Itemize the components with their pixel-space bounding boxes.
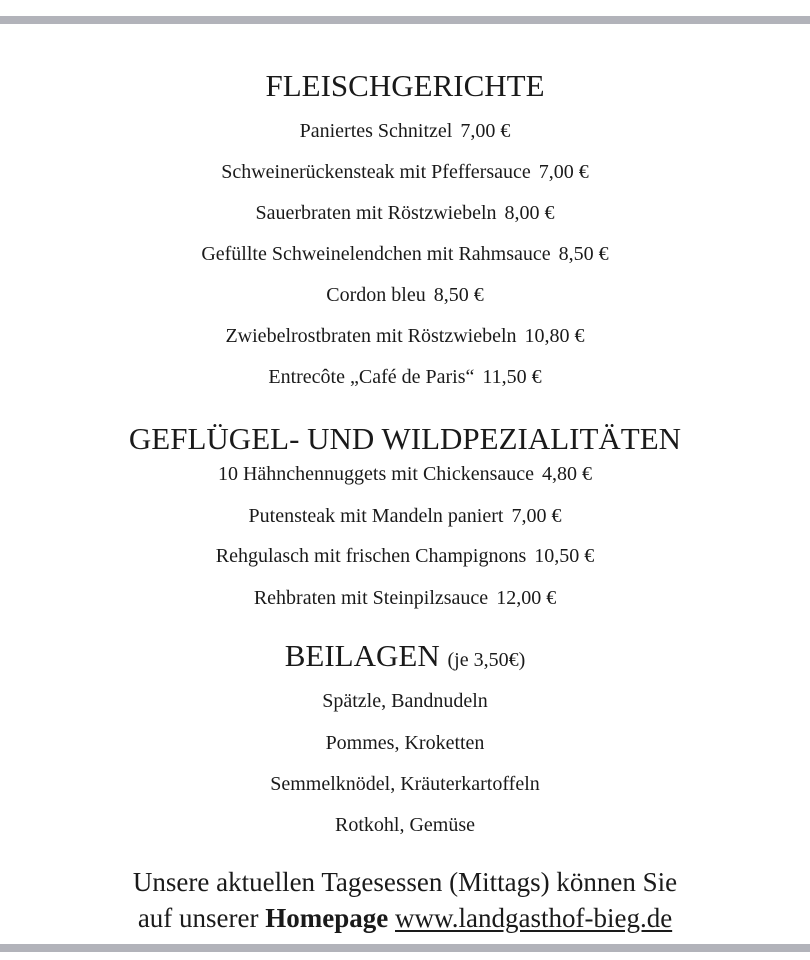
section-title-fleischgerichte: FLEISCHGERICHTE [265,68,545,103]
side-dish-item: Pommes, Kroketten [325,732,485,754]
item-name: Rehbraten mit Steinpilzsauce [253,587,489,609]
menu-item [0,200,810,226]
item-name: Zwiebelrostbraten mit Röstzwiebeln [225,325,517,347]
menu-item [0,241,810,267]
menu-item [0,159,810,185]
item-price: 7,00 € [538,161,589,183]
footer-line-1: Unsere aktuellen Tagesessen (Mittags) können Sie [132,867,678,897]
section-title-gefluegel: GEFLÜGEL- UND WILDPEZIALITÄTEN [128,421,682,456]
menu-item [0,323,810,349]
side-dish-item: Semmelknödel, Kräuterkartoffeln [270,773,540,795]
bottom-border [0,944,810,952]
item-name: Rehgulasch mit frischen Champignons [215,545,527,567]
top-border [0,16,810,24]
footer-prefix: auf unserer [137,903,259,933]
beilagen-price-note: (je 3,50€) [447,649,526,671]
homepage-label: Homepage [265,903,389,933]
menu-item [0,118,810,144]
menu-item [0,364,810,390]
item-price: 7,00 € [511,505,562,527]
menu-item [0,585,810,611]
item-name: Cordon bleu [326,284,426,306]
item-name: Putensteak mit Mandeln paniert [248,505,504,527]
section-title-beilagen [0,638,810,678]
item-price: 11,50 € [482,366,542,388]
menu-item [0,503,810,529]
item-price: 10,50 € [534,545,595,567]
item-price: 8,50 € [433,284,484,306]
item-price: 12,00 € [496,587,557,609]
item-price: 10,80 € [524,325,585,347]
beilagen-title: BEILAGEN [284,638,440,673]
item-price: 8,00 € [504,202,555,224]
item-price: 7,00 € [460,120,511,142]
menu-item [0,543,810,569]
side-dish-item: Rotkohl, Gemüse [335,814,475,836]
item-price: 4,80 € [542,463,593,485]
item-name: Schweinerückensteak mit Pfeffersauce [221,161,531,183]
item-name: Gefüllte Schweinelendchen mit Rahmsauce [201,243,551,265]
side-dish-item: Spätzle, Bandnudeln [322,690,488,712]
homepage-link[interactable]: www.landgasthof-bieg.de [395,903,673,933]
menu-item [0,282,810,308]
footer-line-2 [0,900,810,936]
menu-item [0,461,810,487]
item-price: 8,50 € [558,243,609,265]
item-name: Paniertes Schnitzel [299,120,453,142]
item-name: 10 Hähnchennuggets mit Chickensauce [217,463,535,485]
item-name: Entrecôte „Café de Paris“ [268,366,475,388]
item-name: Sauerbraten mit Röstzwiebeln [255,202,497,224]
